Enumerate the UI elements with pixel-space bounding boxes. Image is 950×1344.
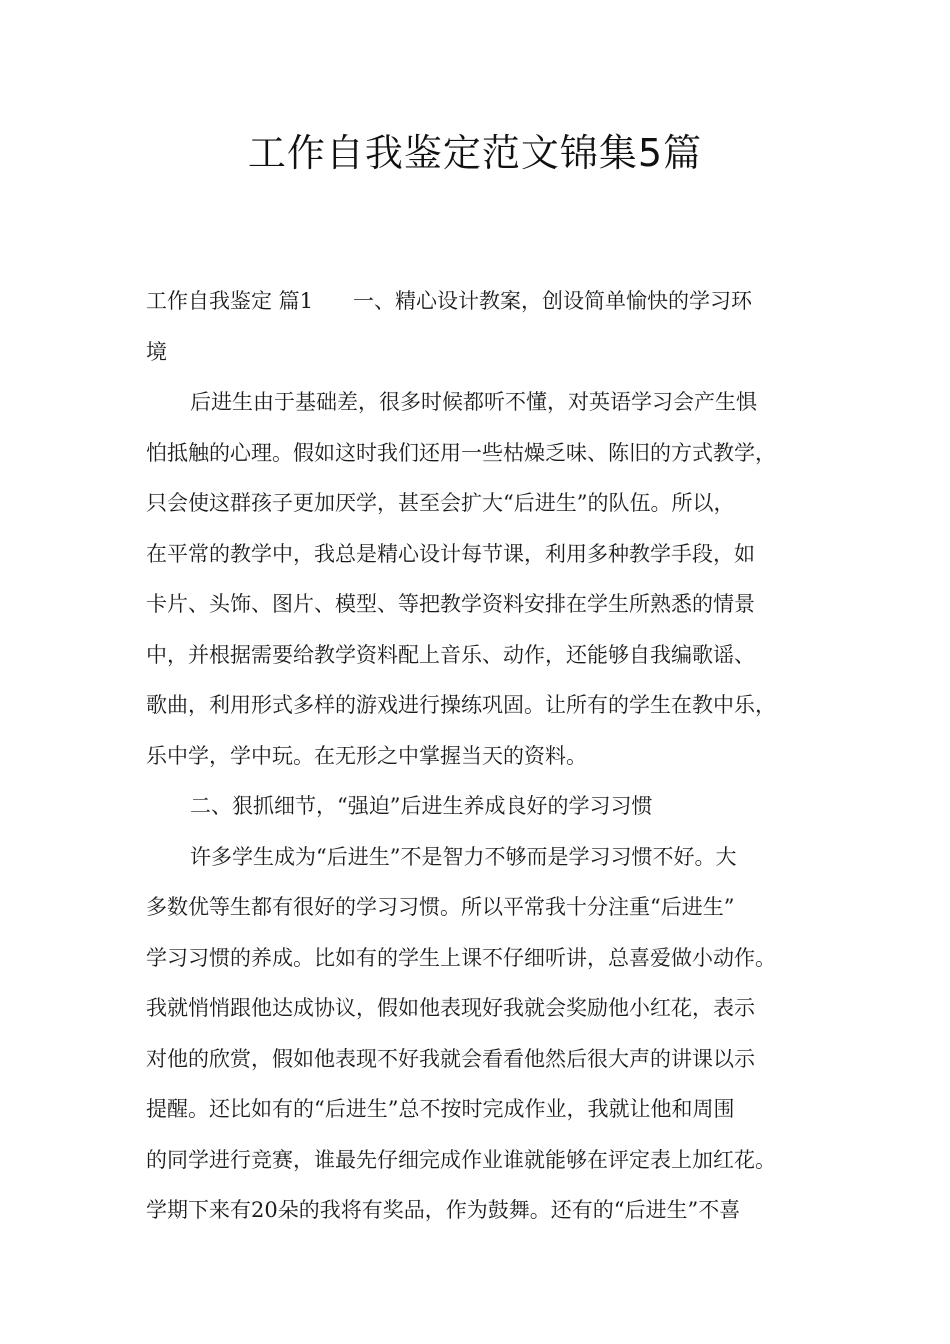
paragraph-line: 二、狠抓细节，“强迫”后进生养成良好的学习习惯 [190,794,653,818]
line-text: 一、精心设计教案，创设简单愉快的学习环 [353,289,753,313]
paragraph-line: 许多学生成为“后进生”不是智力不够而是学习习惯不好。大 [190,844,737,869]
paragraph-line [146,284,826,335]
paragraph-line: 我就悄悄跟他达成协议，假如他表现好我就会奖励他小红花，表示 [146,996,755,1020]
paragraph-line: 的同学进行竞赛，谁最先仔细完成作业谁就能够在评定表上加红花。 [146,1147,776,1172]
paragraph-line: 卡片、头饰、图片、模型、等把教学资料安排在学生所熟悉的情景 [146,592,755,616]
paragraph-line: 中，并根据需要给教学资料配上音乐、动作，还能够自我编歌谣、 [146,642,755,667]
paragraph-line: 境 [146,339,167,364]
paragraph-line: 歌曲，利用形式多样的游戏进行操练巩固。让所有的学生在教中乐， [146,693,776,717]
paragraph-line: 提醒。还比如有的“后进生”总不按时完成作业，我就让他和周围 [146,1097,735,1121]
section-label: 工作自我鉴定 篇1 [146,289,314,313]
document-title: 工作自我鉴定范文锦集5篇 [247,131,703,175]
paragraph-line: 怕抵触的心理。假如这时我们还用一些枯燥乏味、陈旧的方式教学， [146,440,776,465]
paragraph-line: 只会使这群孩子更加厌学，甚至会扩大“后进生”的队伍。所以， [146,491,735,515]
document-body [146,284,826,1244]
paragraph-line: 对他的欣赏，假如他表现不好我就会看看他然后很大声的讲课以示 [146,1046,755,1071]
paragraph-line: 乐中学，学中玩。在无形之中掌握当天的资料。 [146,743,587,768]
paragraph-line: 多数优等生都有很好的学习习惯。所以平常我十分注重“后进生” [146,895,735,919]
paragraph-line: 在平常的教学中，我总是精心设计每节课，利用多种教学手段，如 [146,541,755,566]
paragraph-line: 学习习惯的养成。比如有的学生上课不仔细听讲，总喜爱做小动作。 [146,945,776,970]
paragraph-line: 学期下来有20朵的我将有奖品，作为鼓舞。还有的“后进生”不喜 [146,1198,741,1222]
paragraph-line: 后进生由于基础差，很多时候都听不懂，对英语学习会产生惧 [190,390,757,414]
